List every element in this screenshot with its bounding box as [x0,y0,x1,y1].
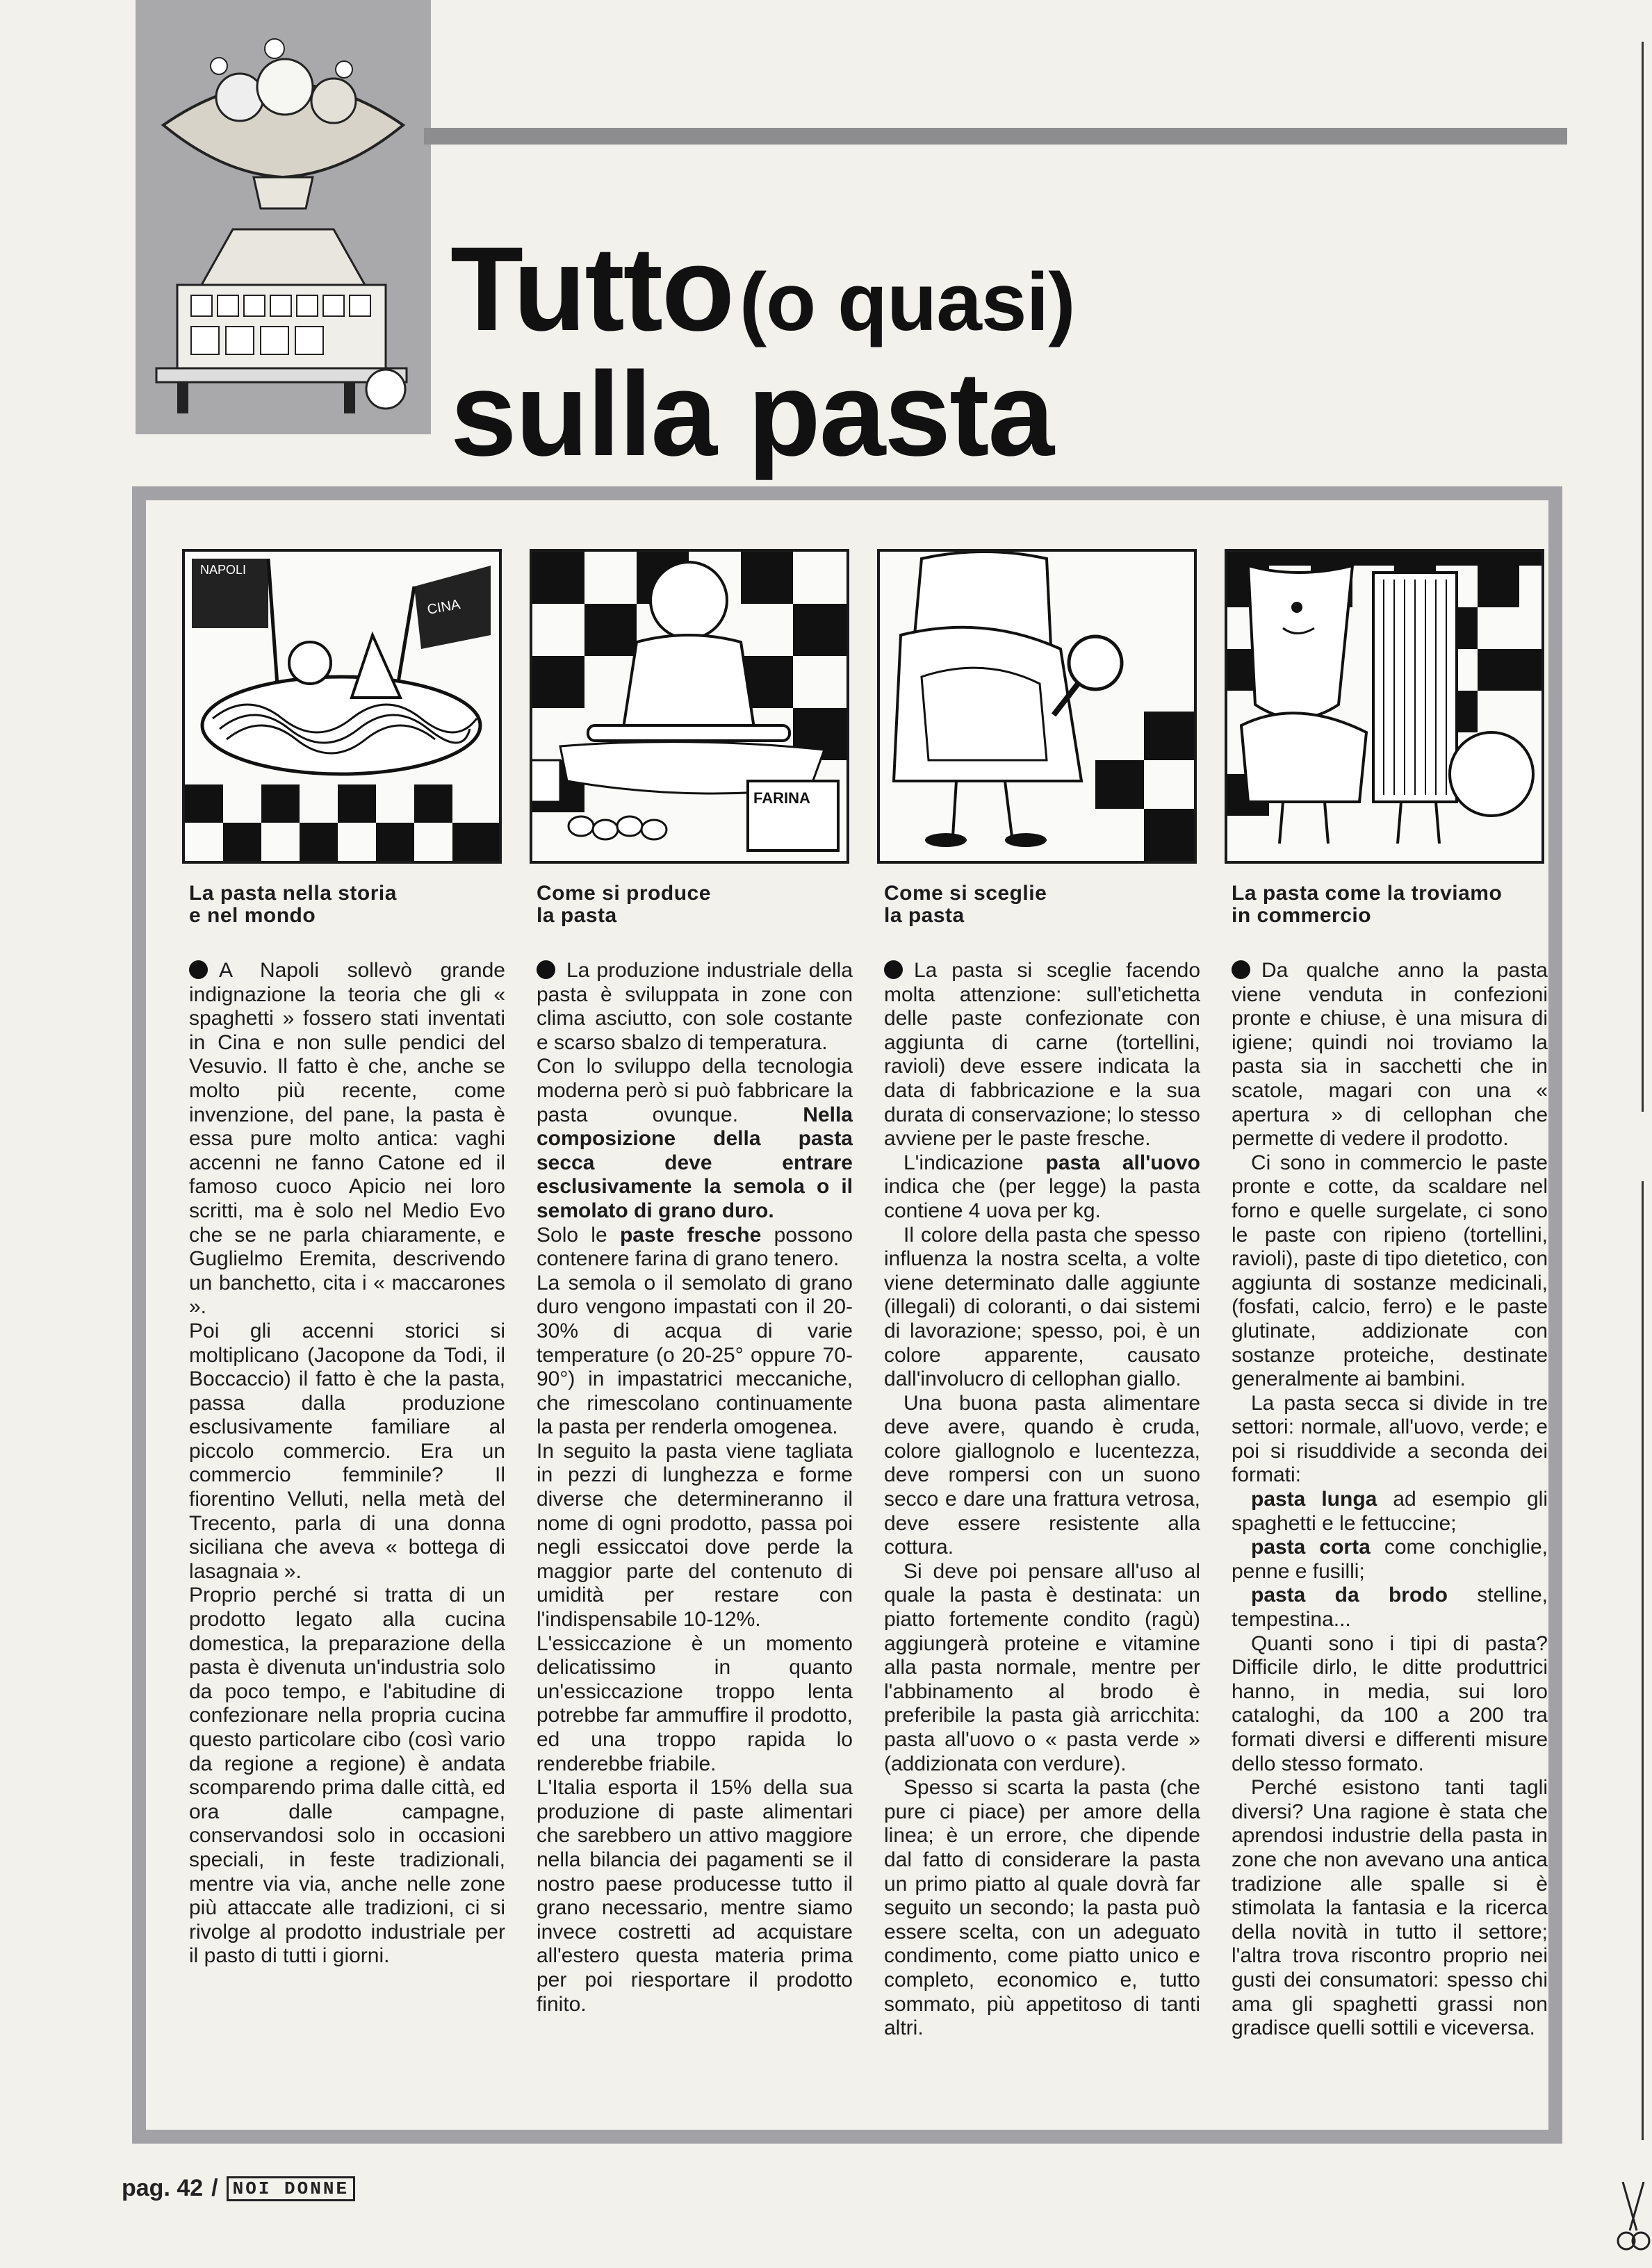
spaghetti-bowl-flags-illustration [185,552,499,861]
column-choosing-paragraph: La pasta si sceglie facendo molta attenzione: sull'etichetta delle paste confezionate con aggiunta di carne (tortellini, ravioli) deve essere indicata la data di fabbricazione e la sua durata di conservazione; lo stesso avviene per le paste fresche. [884,959,1200,1151]
column-commerce-paragraph: Ci sono in commercio le paste pronte e cotte, da scaldare nel forno e quelle surgelate, ci sono le paste con ripieno (tortellini, ravioli), paste di tipo dietetico, con aggiunta di sostanze medicinali, (fosfati, calcio, ferro) e le paste glutinate, addizionate con sostanze proteiche, destinate generalmente ai bambini. [1232,1151,1548,1391]
page-footer [122,2175,355,2202]
magazine-logo: NOI DONNE [227,2176,355,2201]
column-production [537,882,853,2016]
column-choosing [884,882,1200,2041]
column-choosing-paragraph: Si deve poi pensare all'uso al quale la pasta è destinata: un piatto fortemente condito (ragù) aggiungerà proteine e vitamine alla pasta normale, mentre per l'abbinamento al brodo è preferibile la pasta già arricchita: pasta all'uovo o « pasta verde » (addizionata con verdure). [884,1559,1200,1775]
column-production-paragraph: Solo le paste fresche possono contenere farina di grano tenero. [537,1223,853,1271]
column-choosing-paragraph: Spesso si scarta la pasta (che pure ci piace) per amore della linea; è un errore, che dipende dal fatto di considerare la pasta un primo piatto al quale dovrà far seguito un secondo; la pasta può essere scelta, con un adeguato condimento, come piatto unico e completo, economico e, tutto sommato, più appetitoso di tanti altri. [884,1776,1200,2040]
column-production-paragraph: In seguito la pasta viene tagliata in pezzi di lunghezza e forme diverse che determineranno il nome di ogni prodotto, passa poi negli essiccatoi dove perde la maggior parte del contenuto di umidità per restare con l'indispensabile 10-12%. [537,1439,853,1632]
flour-bag-label: FARINA [753,789,810,807]
column-production-paragraph: L'essiccazione è un momento delicatissimo in quanto un'essiccazione troppo lenta potrebbe far ammuffire il prodotto, ed una troppo rapida lo renderebbe friabile. [537,1632,853,1775]
column-commerce-heading: La pasta come la troviamo in commercio [1232,882,1503,927]
illustration-commerce [1225,549,1544,864]
column-commerce [1232,882,1548,2041]
column-commerce-paragraph: La pasta secca si divide in tre settori: normale, all'uovo, verde; e poi si risuddivide a seconda dei formati: [1232,1391,1548,1487]
fruit-bowl-shop-illustration [136,0,431,434]
column-production-heading: Come si produce la pasta [537,882,711,927]
column-commerce-paragraph: pasta corta come conchiglie, penne e fusilli; [1232,1536,1548,1583]
column-choosing-paragraph: L'indicazione pasta all'uovo indica che (per legge) la pasta contiene 4 uova per kg. [884,1151,1200,1222]
column-production-paragraph: La semola o il semolato di grano duro vengono impastati con il 20-30% di acqua di varie temperature (o 20-25° oppure 70-90°) in impastatrici meccaniche, che rimescolano continuamente la pasta per renderla omogenea. [537,1271,853,1439]
column-choosing-paragraph: Il colore della pasta che spesso influenza la nostra scelta, a volte viene determinato dalle aggiunte (illegali) di coloranti, o dai sistemi di lavorazione; spesso, poi, è un colore apparente, causato dall'involucro di cellophan giallo. [884,1223,1200,1391]
cut-line [1642,1181,1644,2140]
article-frame [132,486,1562,2144]
column-history [189,882,505,1969]
woman-rolling-dough-illustration [532,552,847,861]
column-history-paragraph: A Napoli sollevò grande indignazione la teoria che gli « spaghetti » fossero stati inventati in Cina e non sulle pendici del Vesuvio. Il fatto è che, anche se molto più recente, come invenzione, del pane, la pasta è essa pure molto antica: vaghi accenni ne fanno Catone ed il famoso cuoco Apicio nei loro scritti, ma è solo nel Medio Evo che se ne parla chiaramente, e Guglielmo Eremita, descrivendo un banchetto, cita i « maccarones ». [189,959,505,1319]
illustration-production [530,549,849,864]
flag-napoli-label: NAPOLI [200,563,247,577]
column-history-paragraph: Proprio perché si tratta di un prodotto legato alla cucina domestica, la preparazione della pasta è divenuta un'industria solo da poco tempo, e l'abitudine di confezionare nella propria cucina questo particolare cibo (così vario da regione a regione) è andata scomparendo prima dalle città, ed ora dalle campagne, conservandosi solo in occasioni speciali, in feste tradizionali, mentre via via, anche nelle zone più attaccate alle tradizioni, ci si rivolge al prodotto industriale per il pasto di tutti i giorni. [189,1584,505,1968]
bullet-icon [189,960,208,979]
column-production-paragraph: L'Italia esporta il 15% della sua produzione di paste alimentari che sarebbero un attivo maggiore nella bilancia dei pagamenti se il nostro paese producesse tutto il grano necessario, mentre siamo invece costretti ad acquistare all'estero questa materia prima per poi riesportare il prodotto finito. [537,1776,853,2016]
title-word-tutto: Tutto [450,222,733,356]
top-rule [424,128,1567,145]
flag-cina-label: CINA [426,596,461,618]
column-commerce-paragraph: Perché esistono tanti tagli diversi? Una ragione è stata che aprendosi industrie della pasta in zone che non avevano una antica tradizione alle spalle si è stimolata la fantasia e la ricerca della novità in tutto il settore; l'altra trova riscontro proprio nei gusti dei consumatori: spesso chi ama gli spaghetti grassi non gradisce quelli sottili e viceversa. [1232,1776,1548,2040]
column-production-paragraph: Con lo sviluppo della tecnologia moderna però si può fabbricare la pasta ovunque. Nella composizione della pasta secca deve entrare esclusivamente la semola o il semolato di grano duro. [537,1055,853,1222]
illustration-history [182,549,502,864]
scissors-icon [1616,2182,1651,2258]
column-history-paragraph: Poi gli accenni storici si moltiplicano (Jacopone da Todi, il Boccaccio) il fatto è che la pasta, passa dalla produzione esclusivamente familiare al piccolo commercio. Era un commercio femminile? Il fiorentino Velluti, nella metà del Trecento, parla di una donna siciliana che aveva « bottega di lasagnaia ». [189,1319,505,1583]
column-choosing-heading: Come si sceglie la pasta [884,882,1047,927]
cut-line [1642,42,1644,1112]
column-commerce-paragraph: Da qualche anno la pasta viene venduta in confezioni pronte e chiuse, è una misura di igiene; quindi noi troviamo la pasta sia in sacchetti che in scatole, magari con una « apertura » di cellophan che permette di vedere il prodotto. [1232,959,1548,1151]
illustration-choosing [877,549,1197,864]
woman-magnifier-illustration [880,552,1194,861]
title-subtitle-o-quasi: (o quasi) [739,256,1075,348]
bullet-icon [884,960,903,979]
column-commerce-paragraph: pasta lunga ad esempio gli spaghetti e le fettuccine; [1232,1488,1548,1535]
bullet-icon [1232,960,1250,979]
header-illustration [136,0,431,434]
pasta-characters-illustration [1227,552,1541,861]
bullet-icon [537,960,555,979]
page-number: pag. 42 [122,2175,204,2201]
column-commerce-paragraph: pasta da brodo stelline, tempestina... [1232,1584,1548,1632]
column-commerce-paragraph: Quanti sono i tipi di pasta? Difficile dirlo, le ditte produttrici hanno, in media, sui loro cataloghi, da 100 a 200 tra formati diversi e differenti misure dello stesso formato. [1232,1632,1548,1775]
footer-separator: / [211,2175,218,2201]
title-line-1 [450,222,1075,356]
title-line-2: sulla pasta [450,347,1054,481]
column-history-heading: La pasta nella storia e nel mondo [189,882,397,927]
column-production-paragraph: La produzione industriale della pasta è sviluppata in zone con clima asciutto, con sole costante e scarso sbalzo di temperatura. [537,959,853,1054]
page-title [450,222,1075,481]
column-choosing-paragraph: Una buona pasta alimentare deve avere, quando è cruda, colore giallognolo e lucentezza, deve rompersi con un suono secco e dare una frattura vetrosa, deve essere resistente alla cottura. [884,1391,1200,1559]
